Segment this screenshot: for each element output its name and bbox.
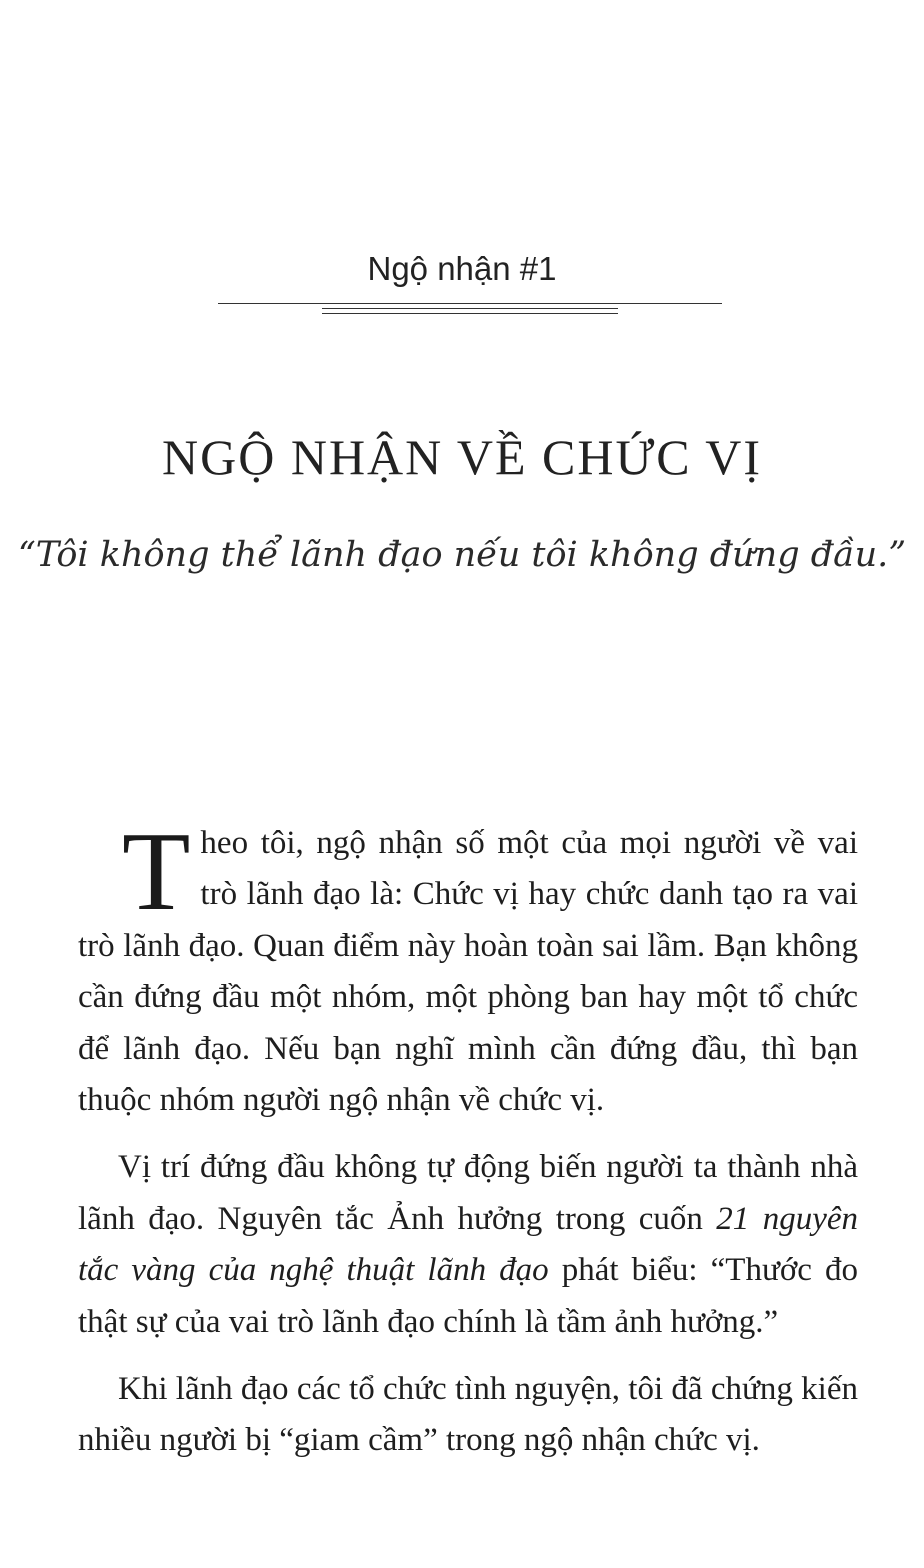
chapter-title: NGỘ NHẬN VỀ CHỨC VỊ: [162, 429, 762, 485]
divider-line: [322, 308, 618, 309]
paragraph-1: [78, 810, 858, 1126]
divider-line: [218, 303, 722, 304]
book-title: 21 nguyên tắc vàng của nghệ thuật lãnh đạo: [78, 1200, 858, 1289]
divider-line: [322, 313, 618, 314]
paragraph-1-text: heo tôi, ngộ nhận số một của mọi người về vai trò lãnh đạo là: Chức vị hay chức danh tạo ra vai trò lãnh đạo. Quan điểm này hoàn toàn sai lầm. Bạn không cần đứng đầu một nhóm, một phòng ban hay một tổ chức để lãnh đạo. Nếu bạn nghĩ mình cần đứng đầu, thì bạn thuộc nhóm người ngộ nhận về chức vị.: [78, 825, 858, 1119]
body-text: [78, 810, 858, 1483]
paragraph-3: Khi lãnh đạo các tổ chức tình nguyện, tôi đã chứng kiến nhiều người bị “giam cầm” trong ngộ nhận chức vị.: [78, 1371, 858, 1459]
ornamental-divider: [218, 300, 722, 320]
drop-cap: T: [122, 810, 191, 934]
paragraph-2: [78, 1142, 858, 1348]
paragraph-2-text-a: Vị trí đứng đầu không tự động biến người ta thành nhà lãnh đạo. Nguyên tắc Ảnh hưởng trong cuốn: [78, 1149, 858, 1237]
paragraph-2-text-b: phát biểu: “Thước đo thật sự của vai trò lãnh đạo chính là tầm ảnh hưởng.”: [78, 1252, 858, 1340]
chapter-number: Ngộ nhận #1: [367, 250, 557, 287]
epigraph-quote: “Tôi không thể lãnh đạo nếu tôi không đứng đầu.”: [17, 535, 907, 575]
